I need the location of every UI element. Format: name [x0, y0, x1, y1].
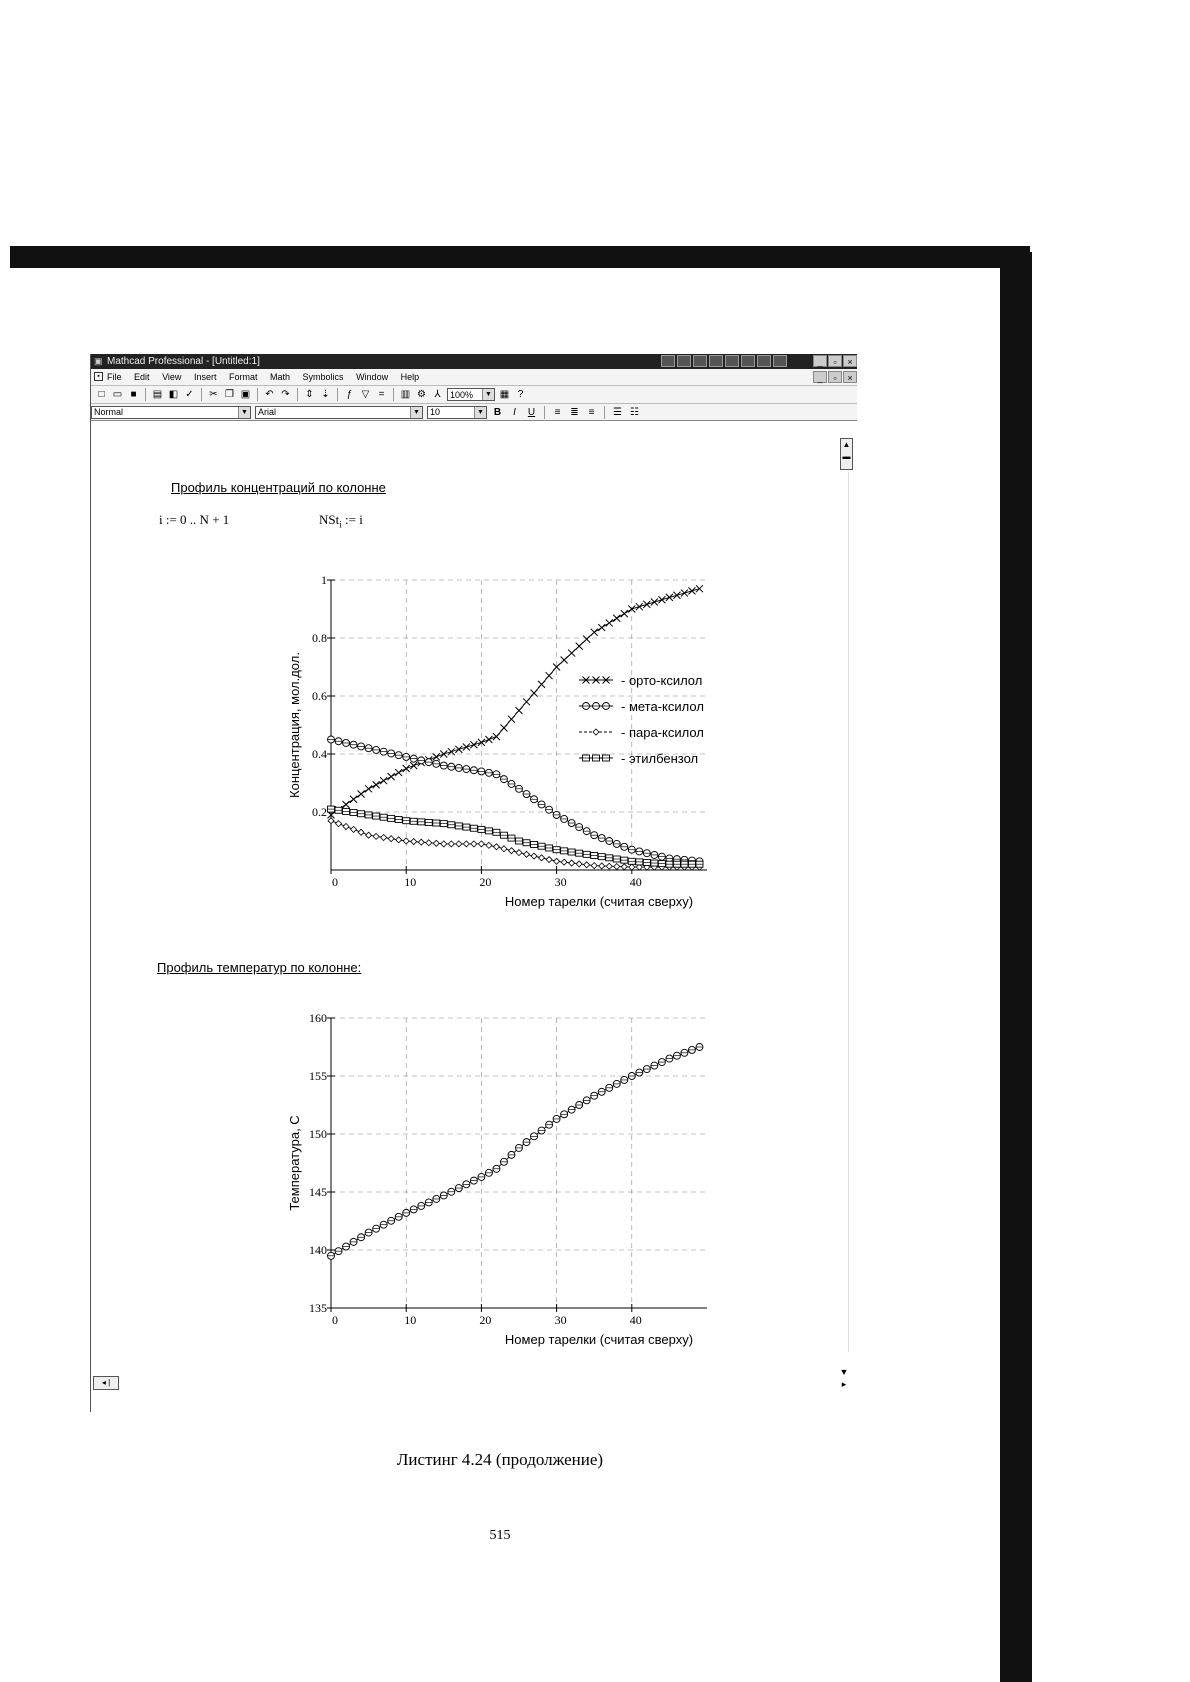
data-point-diamond [539, 855, 545, 861]
data-point-x [500, 724, 507, 731]
chevron-down-icon[interactable]: ▼ [482, 389, 494, 400]
data-point-x [613, 615, 620, 622]
data-point-x [583, 636, 590, 643]
menu-file[interactable]: File [107, 372, 122, 382]
data-point-x [658, 596, 665, 603]
data-point-diamond [546, 857, 552, 863]
data-point-diamond [524, 851, 530, 857]
data-point-x [643, 601, 650, 608]
y-axis-title: Концентрация, мол.дол. [287, 652, 302, 798]
chevron-down-icon[interactable]: ▼ [238, 407, 250, 418]
doc-minimize-icon[interactable]: _ [813, 371, 827, 383]
insert-component-icon[interactable]: ⚙ [417, 389, 426, 400]
preview-icon[interactable]: ◧ [168, 389, 179, 400]
size-select[interactable] [427, 406, 487, 419]
data-point-x [576, 643, 583, 650]
cut-icon[interactable]: ✂ [209, 389, 218, 400]
data-point-diamond [463, 841, 469, 847]
y-axis-title: Температура, С [287, 1115, 302, 1211]
x-tick-label: 40 [629, 875, 642, 889]
data-point-diamond [493, 844, 499, 850]
data-point-x [538, 681, 545, 688]
data-point-diamond [629, 864, 635, 870]
open-icon[interactable]: ▭ [112, 389, 123, 400]
save-icon[interactable]: ■ [130, 389, 137, 400]
chevron-down-icon[interactable]: ▼ [410, 407, 422, 418]
task-icon[interactable] [741, 355, 755, 367]
title-bar [91, 354, 857, 369]
data-point-diamond [343, 824, 349, 830]
y-tick-label: 135 [309, 1301, 327, 1315]
mathcad-window [90, 354, 857, 1412]
taskbar-icons [661, 355, 787, 367]
y-tick-label: 160 [309, 1011, 327, 1025]
app-icon: ▣ [94, 356, 103, 366]
x-axis-title: Номер тарелки (считая сверху) [504, 1332, 694, 1347]
range-definition[interactable]: i := 0 .. N + 1 [159, 512, 230, 527]
redo-icon[interactable]: ↷ [281, 389, 290, 400]
task-icon[interactable] [677, 355, 691, 367]
minimize-icon[interactable]: _ [813, 355, 827, 367]
data-point-x [343, 801, 350, 808]
data-point-diamond [508, 848, 514, 854]
data-point-diamond [486, 842, 492, 848]
numbering-icon[interactable]: ☷ [630, 406, 639, 418]
data-point-x [696, 585, 703, 592]
y-tick-label: 155 [309, 1069, 327, 1083]
menu-insert[interactable]: Insert [193, 372, 217, 382]
data-point-diamond [478, 841, 484, 847]
y-tick-label: 0.4 [312, 747, 327, 761]
data-point-diamond [336, 821, 342, 827]
data-point-x [373, 781, 380, 788]
data-point-x [395, 769, 402, 776]
task-icon[interactable] [709, 355, 723, 367]
task-icon[interactable] [725, 355, 739, 367]
data-point-x [673, 592, 680, 599]
legend-label: - пара-ксилол [621, 725, 704, 740]
y-tick-label: 0.2 [312, 805, 327, 819]
formatting-toolbar [91, 404, 857, 421]
menu-symbolics[interactable]: Symbolics [302, 372, 344, 382]
nst-subscript: i [339, 519, 342, 530]
data-point-x [621, 610, 628, 617]
data-point-x [463, 744, 470, 751]
x-tick-label: 30 [554, 875, 567, 889]
data-point-x [380, 777, 387, 784]
x-tick-label: 20 [479, 1313, 492, 1327]
new-icon[interactable]: □ [98, 389, 105, 400]
x-tick-label: 40 [629, 1313, 642, 1327]
data-point-diamond [606, 863, 612, 869]
data-point-x [598, 624, 605, 631]
resource-center-icon[interactable]: ▦ [499, 389, 510, 400]
data-point-diamond [456, 841, 462, 847]
data-point-diamond [411, 839, 417, 845]
data-point-diamond [554, 858, 560, 864]
chevron-down-icon[interactable]: ▼ [474, 407, 486, 418]
close-icon[interactable]: × [843, 355, 857, 367]
help-icon[interactable]: ? [517, 389, 524, 400]
zoom-value: 100% [450, 390, 474, 400]
data-point-diamond [584, 862, 590, 868]
data-point-x [455, 746, 462, 753]
divider [145, 388, 146, 401]
task-icon[interactable] [757, 355, 771, 367]
data-point-diamond [501, 846, 507, 852]
resource-icon[interactable]: ⅄ [434, 389, 441, 400]
data-point-x [636, 603, 643, 610]
font-value: Arial [258, 406, 277, 417]
menu-edit[interactable]: Edit [134, 372, 150, 382]
data-point-x [485, 736, 492, 743]
data-point-diamond [621, 864, 627, 870]
font-select[interactable] [255, 406, 423, 419]
task-icon[interactable] [773, 355, 787, 367]
window-title: Mathcad Professional - [Untitled:1] [107, 356, 260, 367]
data-point-diamond [351, 826, 357, 832]
insert-graph-icon[interactable]: ▥ [400, 389, 411, 400]
data-point-x [493, 733, 500, 740]
nst-definition[interactable] [319, 512, 363, 530]
data-point-diamond [593, 729, 599, 735]
data-point-x [666, 594, 673, 601]
insert-unit-icon[interactable]: ▽ [361, 389, 370, 400]
divider [201, 388, 202, 401]
heading-concentration: Профиль концентраций по колонне [171, 480, 386, 495]
insert-function-icon[interactable]: ƒ [346, 389, 353, 400]
listing-caption: Листинг 4.24 (продолжение) [396, 1450, 604, 1469]
data-point-x [365, 785, 372, 792]
menu-math[interactable]: Math [270, 372, 291, 382]
style-select[interactable] [91, 406, 251, 419]
concentration-chart[interactable] [191, 566, 751, 956]
data-point-diamond [328, 818, 334, 824]
data-point-diamond [591, 863, 597, 869]
data-point-diamond [569, 860, 575, 866]
divider [604, 406, 605, 419]
print-icon[interactable]: ▤ [152, 389, 163, 400]
align-left-icon[interactable]: ≡ [554, 406, 561, 418]
menu-view[interactable]: View [162, 372, 182, 382]
data-point-x [508, 716, 515, 723]
data-point-x [523, 698, 530, 705]
data-point-x [606, 619, 613, 626]
data-point-x [681, 590, 688, 597]
page-number: 515 [489, 1528, 511, 1543]
data-point-diamond [576, 861, 582, 867]
nst-base: NSt [319, 512, 340, 527]
vertical-scrollbar-up[interactable]: ▲ ▬ [840, 438, 853, 470]
divider [257, 388, 258, 401]
data-point-x [433, 753, 440, 760]
align-icon[interactable]: ⇕ [305, 389, 314, 400]
menu-bar [91, 369, 857, 386]
y-tick-label: 0.8 [312, 631, 327, 645]
bold-button[interactable]: B [493, 406, 502, 418]
data-point-diamond [441, 841, 447, 847]
x-tick-label: 10 [404, 1313, 417, 1327]
data-point-x [350, 796, 357, 803]
data-point-diamond [418, 839, 424, 845]
data-point-x [688, 587, 695, 594]
scan-top-edge [10, 246, 1030, 268]
copy-icon[interactable]: ❐ [225, 389, 234, 400]
menu-format[interactable]: Format [228, 372, 258, 382]
horizontal-scrollbar-left[interactable]: ◂ | [93, 1376, 119, 1390]
document-icon[interactable]: ▪ [94, 372, 103, 381]
x-tick-label: 10 [404, 875, 417, 889]
task-icon[interactable] [661, 355, 675, 367]
data-point-x [516, 707, 523, 714]
data-point-x [561, 657, 568, 664]
data-point-x [651, 599, 658, 606]
y-tick-label: 0.6 [312, 689, 327, 703]
data-point-x [531, 690, 538, 697]
doc-restore-icon[interactable]: ▫ [828, 371, 842, 383]
data-point-x [358, 791, 365, 798]
data-point-diamond [396, 837, 402, 843]
x-tick-label: 0 [332, 875, 338, 889]
data-point-diamond [403, 838, 409, 844]
divider [393, 388, 394, 401]
scroll-down-icon[interactable]: ▼ ▸ [839, 1367, 849, 1389]
y-tick-label: 150 [309, 1127, 327, 1141]
legend-label: - орто-ксилол [621, 673, 703, 688]
data-point-diamond [388, 836, 394, 842]
data-point-x [470, 741, 477, 748]
restore-icon[interactable]: ▫ [828, 355, 842, 367]
data-point-diamond [448, 841, 454, 847]
undo-icon[interactable]: ↶ [265, 389, 274, 400]
divider [337, 388, 338, 401]
menu-help[interactable]: Help [400, 372, 420, 382]
y-tick-label: 1 [321, 573, 327, 587]
data-point-diamond [561, 859, 567, 865]
underline-button[interactable]: U [527, 406, 536, 418]
heading-temperature: Профиль температур по колонне: [157, 960, 362, 975]
data-point-x [388, 773, 395, 780]
align-center-icon[interactable]: ≣ [570, 406, 579, 418]
data-point-diamond [358, 829, 364, 835]
data-point-diamond [471, 841, 477, 847]
data-point-diamond [599, 863, 605, 869]
spell-icon[interactable]: ✓ [185, 389, 194, 400]
task-icon[interactable] [693, 355, 707, 367]
data-point-x [568, 650, 575, 657]
temperature-chart[interactable] [191, 1004, 751, 1384]
y-tick-label: 145 [309, 1185, 327, 1199]
nst-rest: := i [341, 512, 363, 527]
align-down-icon[interactable]: ⇣ [321, 389, 330, 400]
data-point-diamond [373, 833, 379, 839]
style-value: Normal [94, 406, 124, 417]
x-tick-label: 20 [479, 875, 492, 889]
x-tick-label: 30 [554, 1313, 567, 1327]
calculate-icon[interactable]: = [378, 389, 385, 400]
italic-button[interactable]: I [513, 406, 516, 418]
y-tick-label: 140 [309, 1243, 327, 1257]
divider [544, 406, 545, 419]
scan-right-edge [1000, 252, 1032, 1682]
menu-window[interactable]: Window [356, 372, 389, 382]
data-point-diamond [366, 832, 372, 838]
divider [297, 388, 298, 401]
bullets-icon[interactable]: ☰ [613, 406, 622, 418]
data-point-x [546, 672, 553, 679]
data-point-diamond [433, 840, 439, 846]
data-point-diamond [614, 864, 620, 870]
paste-icon[interactable]: ▣ [240, 389, 251, 400]
x-axis-title: Номер тарелки (считая сверху) [504, 894, 694, 909]
legend-label: - этилбензол [621, 751, 699, 766]
data-point-x [410, 762, 417, 769]
legend-label: - мета-ксилол [621, 699, 704, 714]
data-point-diamond [381, 835, 387, 841]
data-point-diamond [426, 840, 432, 846]
data-point-x [591, 629, 598, 636]
size-value: 10 [430, 406, 441, 417]
data-point-diamond [531, 853, 537, 859]
zoom-select[interactable] [447, 388, 495, 401]
x-tick-label: 0 [332, 1313, 338, 1327]
doc-close-icon[interactable]: × [843, 371, 857, 383]
standard-toolbar [91, 386, 857, 404]
data-point-diamond [516, 850, 522, 856]
vertical-scrollbar-track[interactable] [848, 472, 849, 1352]
align-right-icon[interactable]: ≡ [588, 406, 595, 418]
